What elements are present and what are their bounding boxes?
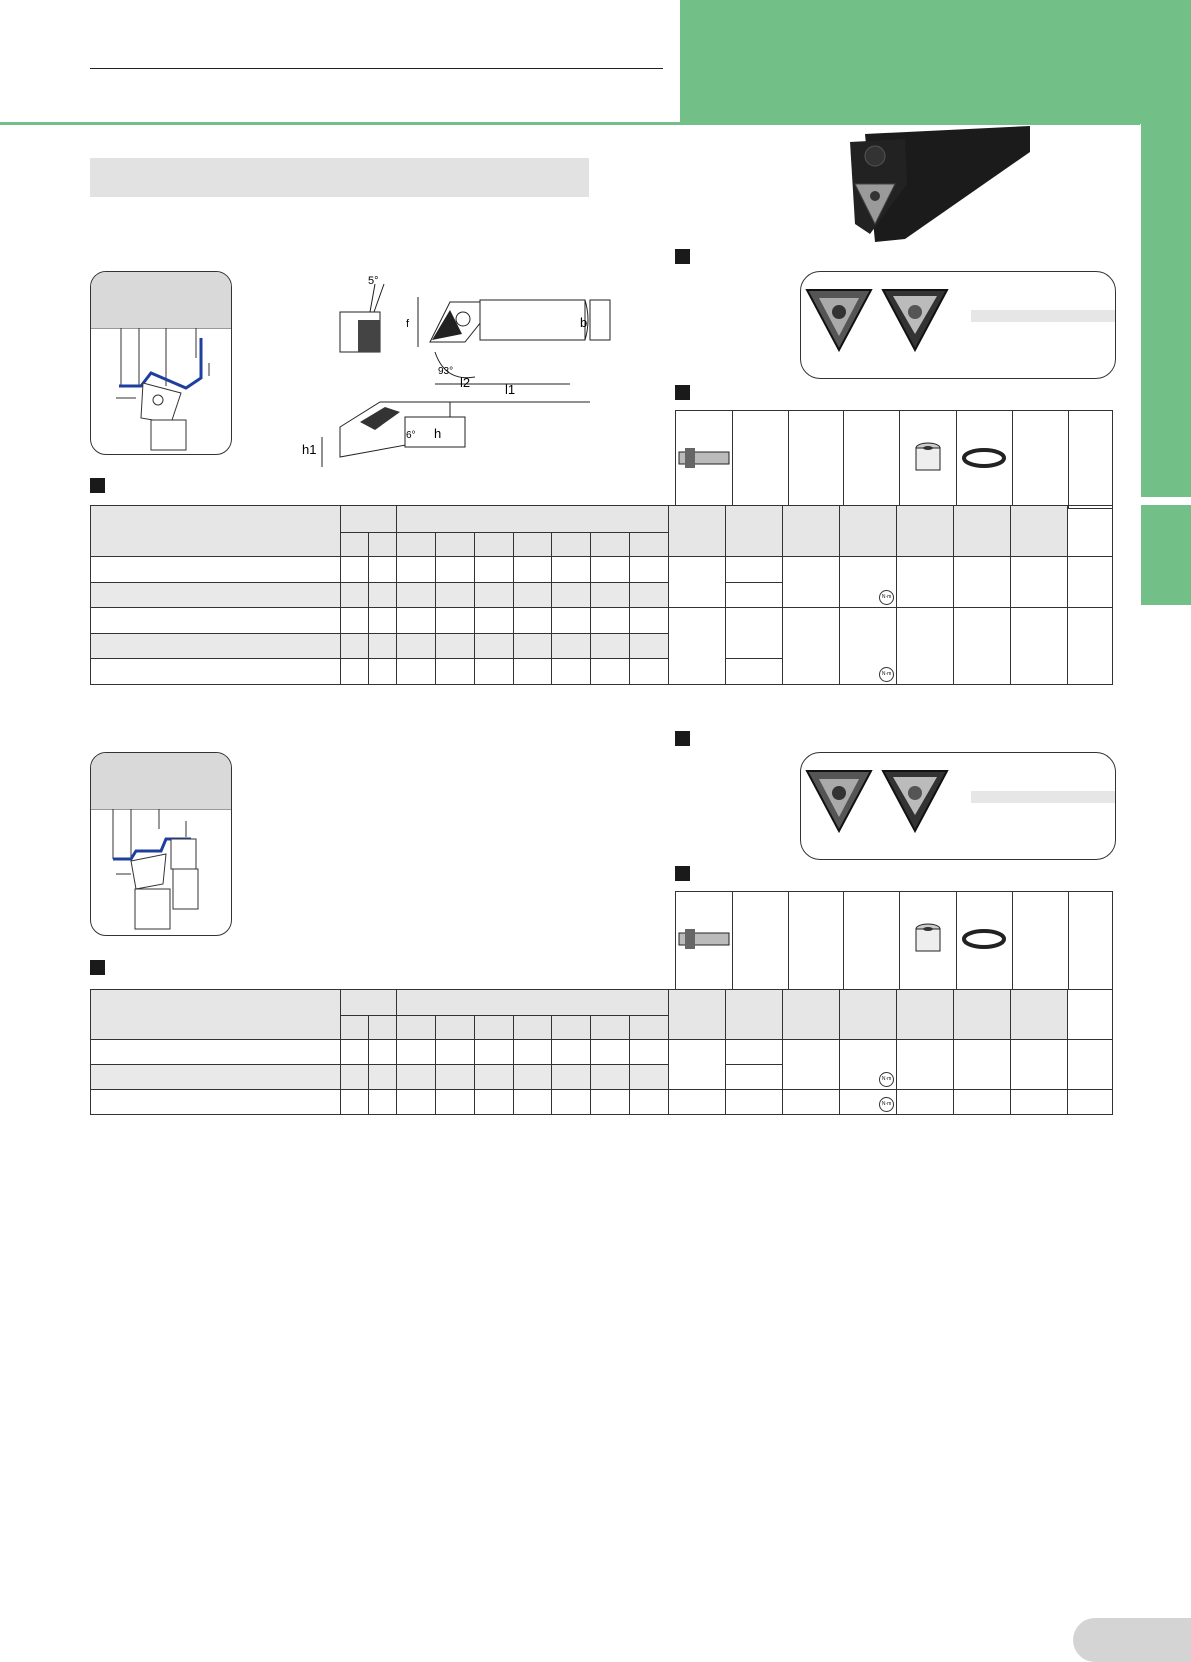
- section-title-bar: [90, 158, 589, 197]
- header-green-block: [680, 0, 1191, 124]
- angle-bottom-label: 6°: [406, 430, 416, 441]
- side-tab[interactable]: [1141, 505, 1191, 605]
- table-row: [91, 1090, 1113, 1115]
- shim-cell: [900, 411, 956, 509]
- operation-panel-caption: [91, 272, 231, 329]
- section-marker: [675, 249, 690, 264]
- spare-parts-header-1: [675, 410, 1113, 509]
- torque-icon: N·m: [879, 667, 894, 682]
- spec-table-2: [90, 989, 1113, 1115]
- spare-insert-cell: [676, 892, 733, 990]
- header-rule: [90, 68, 663, 69]
- dimensions-header: [396, 506, 669, 533]
- tool-dimension-drawing: [300, 272, 620, 472]
- insert-grade-strip: [971, 310, 1115, 322]
- shim-icon: [913, 921, 943, 957]
- torque-icon: N·m: [879, 590, 894, 605]
- tool-holder-photo: [845, 124, 1035, 249]
- spare-insert-cell: [676, 411, 733, 509]
- section-marker: [675, 731, 690, 746]
- ring-icon: [961, 446, 1007, 470]
- section-marker: [90, 960, 105, 975]
- section-marker: [675, 385, 690, 400]
- insert-box-2: [800, 752, 1116, 860]
- torque-icon: N·m: [879, 1072, 894, 1087]
- angle-arc-label: 93°: [438, 366, 454, 377]
- section-marker: [90, 478, 105, 493]
- dim-l1-label: l1: [505, 382, 516, 397]
- clamp-icon: [677, 444, 731, 472]
- spare-parts-header-2: [675, 891, 1113, 990]
- dim-b-label: b: [580, 315, 588, 330]
- spec-table-1: [90, 505, 1113, 685]
- stock-header: [340, 506, 396, 533]
- angle-top-label: 5°: [368, 275, 379, 287]
- shim-cell: [900, 892, 956, 990]
- stock-header: [340, 990, 396, 1016]
- side-tab-active[interactable]: [1141, 124, 1191, 497]
- table-row: [91, 557, 1113, 583]
- dim-h1-label: h1: [302, 442, 317, 457]
- ring-icon: [961, 927, 1007, 951]
- designation-header: [91, 506, 341, 557]
- shim-icon: [913, 440, 943, 476]
- turning-path-diagram: [91, 809, 231, 935]
- insert-grade-strip: [971, 791, 1115, 803]
- operation-panel-2: [90, 752, 232, 936]
- clamp-icon: [677, 925, 731, 953]
- turning-path-diagram: [91, 328, 231, 454]
- ring-cell: [956, 892, 1013, 990]
- insert-box-1: [800, 271, 1116, 379]
- insert-triangles: [805, 767, 955, 837]
- operation-panel-1: [90, 271, 232, 455]
- ring-cell: [956, 411, 1013, 509]
- table-row: [91, 1040, 1113, 1065]
- torque-icon: N·m: [879, 1097, 894, 1112]
- table-row: [91, 608, 1113, 634]
- dim-l2-label: l2: [460, 375, 471, 390]
- section-marker: [675, 866, 690, 881]
- page-number-tab: [1073, 1618, 1191, 1662]
- dim-f-label: f: [406, 318, 410, 330]
- operation-panel-caption: [91, 753, 231, 810]
- dimensions-header: [396, 990, 669, 1016]
- designation-header: [91, 990, 341, 1040]
- insert-triangles: [805, 286, 955, 356]
- dim-h-label: h: [434, 426, 442, 441]
